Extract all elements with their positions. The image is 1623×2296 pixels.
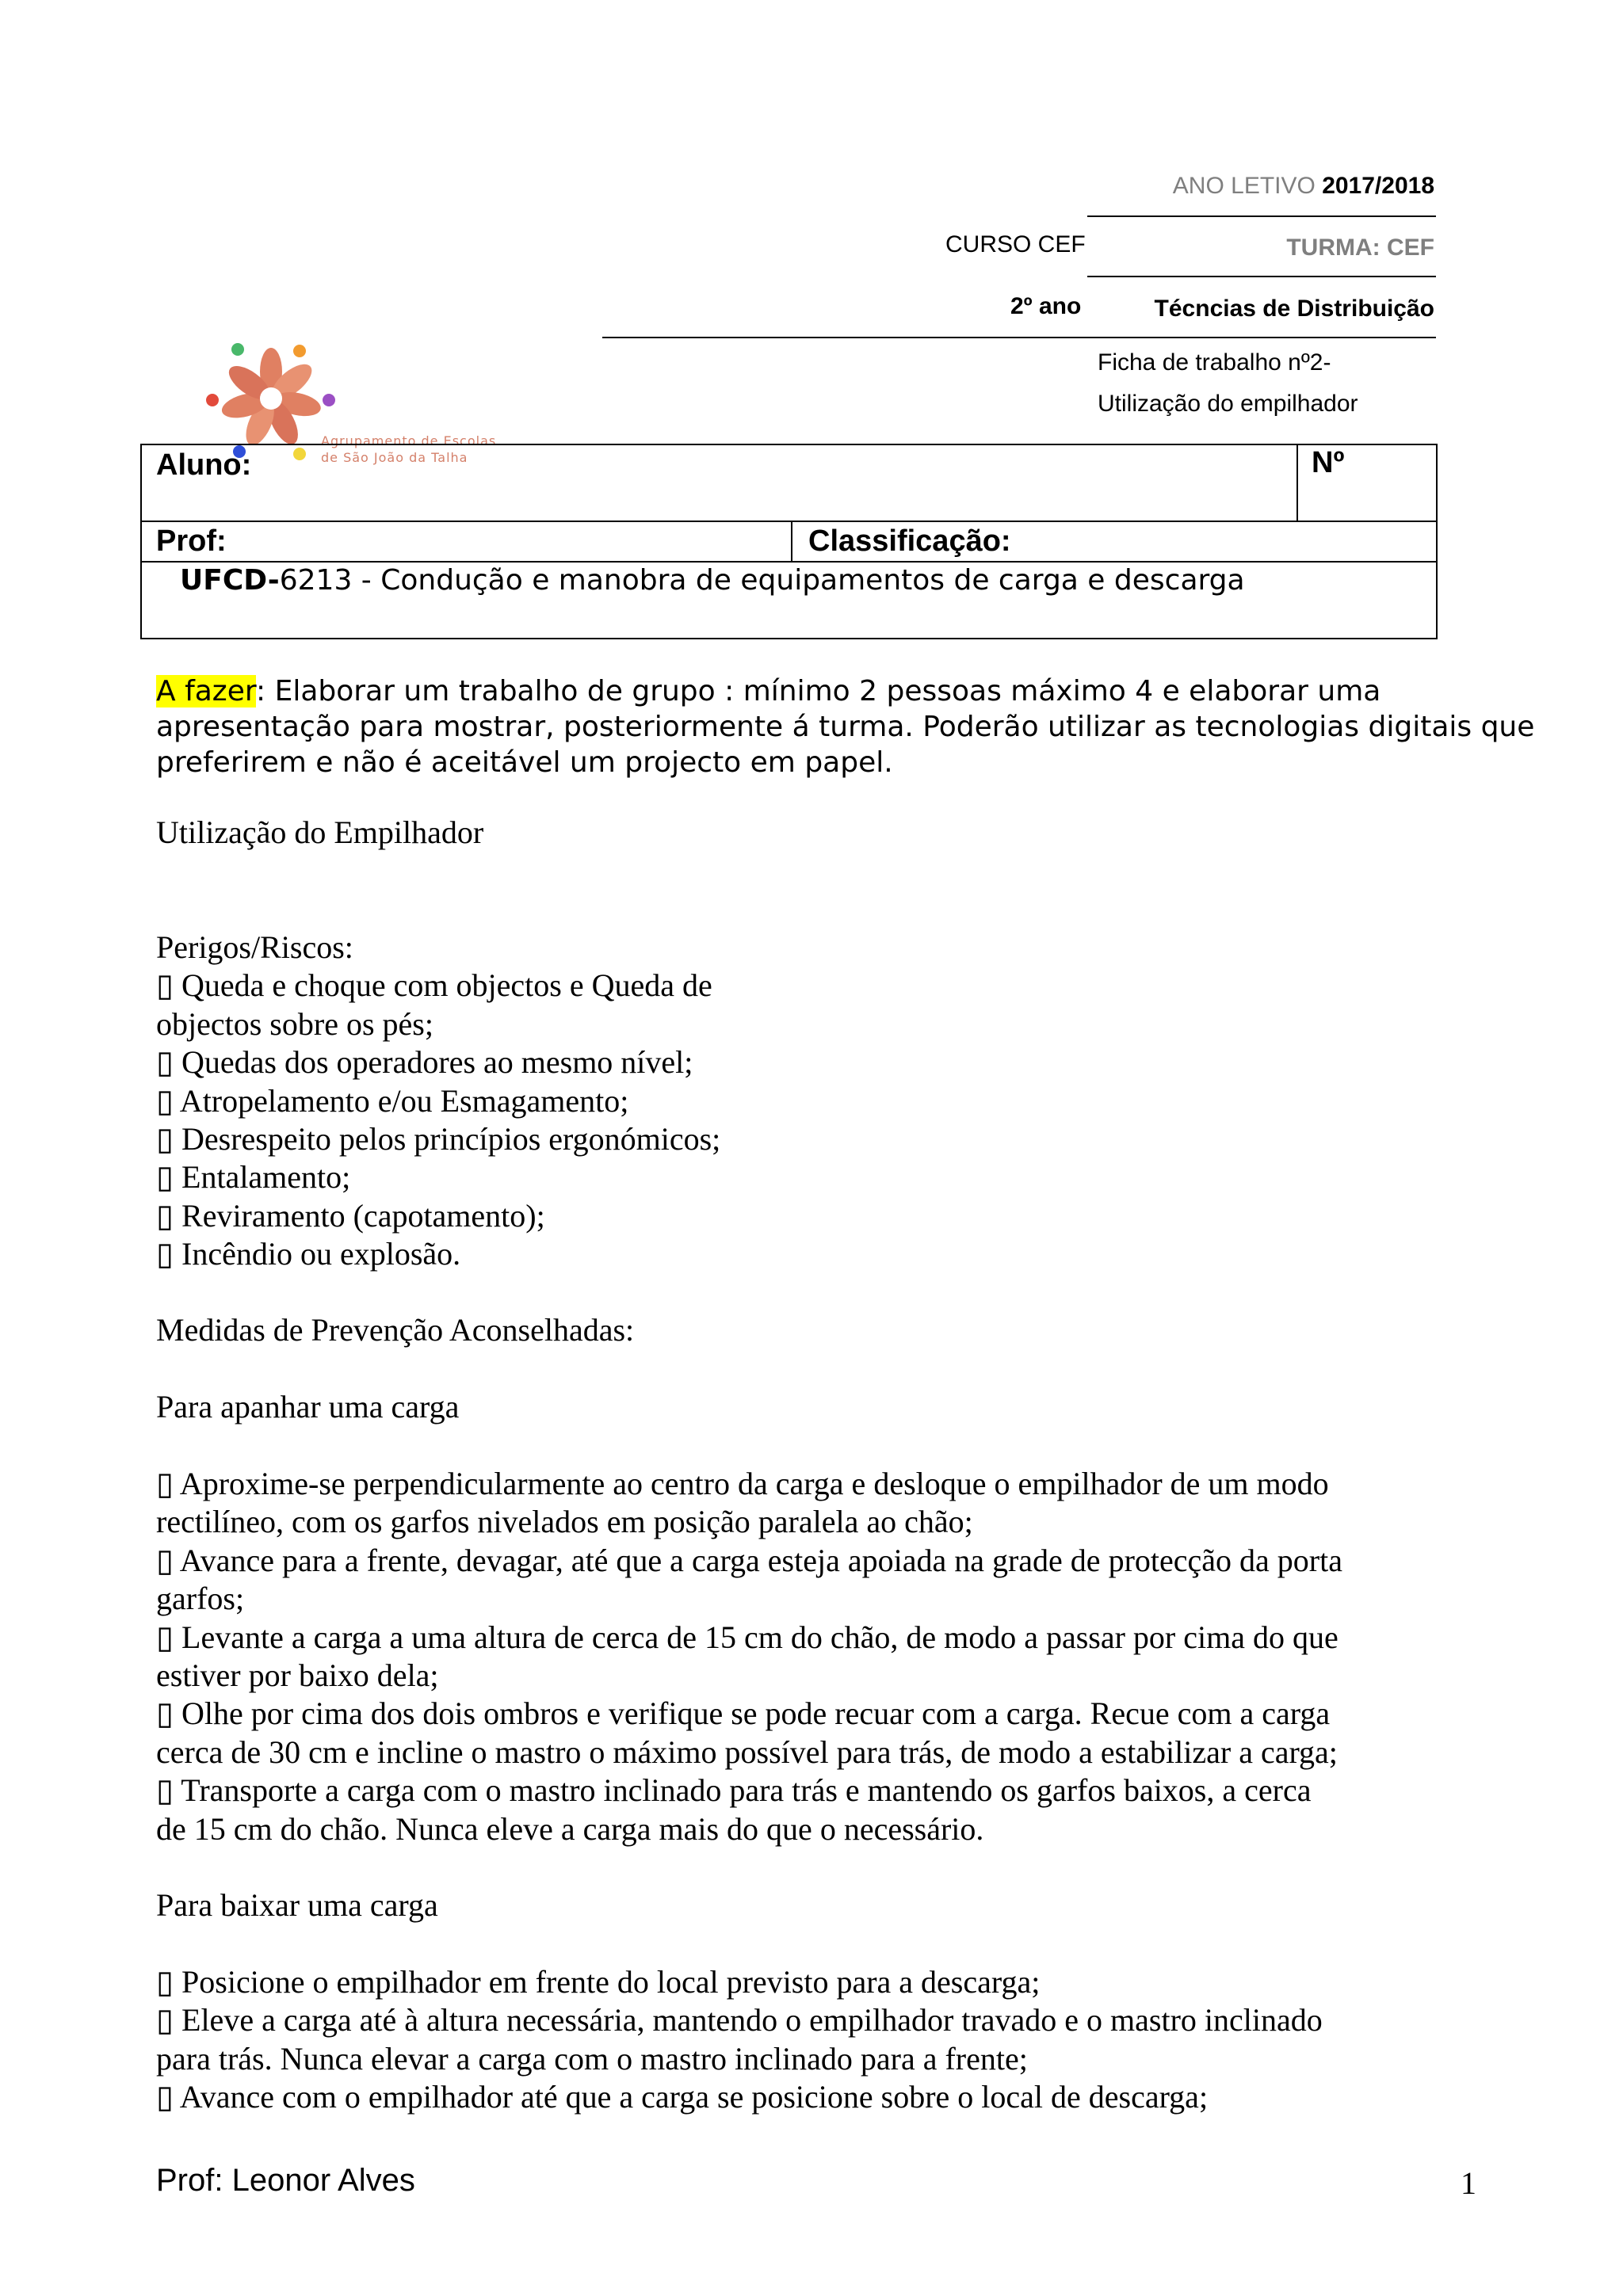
classificacao-label: Classificação: xyxy=(808,524,1011,558)
baixar-line: ▯ Eleve a carga até à altura necessária, mantendo o empilhador travado e o mastro inclinado xyxy=(156,2002,1323,2039)
header-rule-1 xyxy=(1087,215,1436,217)
perigos-item: objectos sobre os pés; xyxy=(156,1005,433,1042)
ufcd-title-text: 6213 - Condução e manobra de equipamentos de carga e descarga xyxy=(279,564,1245,597)
table-row-rule-1 xyxy=(140,521,1438,522)
apanhar-line: rectilíneo, com os garfos nivelados em posição paralela ao chão; xyxy=(156,1504,973,1540)
logo-dot-green xyxy=(231,343,244,356)
ano-label: 2º ano xyxy=(1010,293,1082,319)
header-rule-3 xyxy=(602,337,1436,338)
perigos-item: ▯ Queda e choque com objectos e Queda de xyxy=(156,967,712,1004)
ufcd-code: UFCD- xyxy=(180,564,280,597)
numero-label: Nº xyxy=(1312,446,1345,479)
apanhar-title: Para apanhar uma carga xyxy=(156,1389,460,1425)
logo-dot-red xyxy=(206,394,219,406)
baixar-line: para trás. Nunca elevar a carga com o mastro inclinado para a frente; xyxy=(156,2040,1028,2077)
aluno-label: Aluno: xyxy=(156,448,252,482)
ano-letivo-label: ANO LETIVO xyxy=(1172,173,1316,199)
header-rule-2 xyxy=(1087,276,1436,277)
baixar-title: Para baixar uma carga xyxy=(156,1887,438,1923)
apanhar-line: ▯ Levante a carga a uma altura de cerca de 15 cm do chão, de modo a passar por cima do que xyxy=(156,1619,1338,1655)
logo-dot-orange xyxy=(293,345,306,357)
intro-line-1 xyxy=(156,673,1534,709)
medidas-title: Medidas de Prevenção Aconselhadas: xyxy=(156,1312,635,1348)
apanhar-line: ▯ Transporte a carga com o mastro inclinado para trás e mantendo os garfos baixos, a cerca xyxy=(156,1772,1312,1809)
perigos-item: ▯ Incêndio ou explosão. xyxy=(156,1236,461,1272)
info-table xyxy=(140,444,1438,639)
intro-highlight: A fazer xyxy=(156,675,257,707)
perigos-item: ▯ Quedas dos operadores ao mesmo nível; xyxy=(156,1044,693,1081)
logo-dot-purple xyxy=(323,394,335,406)
prof-label: Prof: xyxy=(156,524,227,558)
perigos-section xyxy=(156,929,720,1274)
apanhar-line: garfos; xyxy=(156,1581,245,1617)
intro-line-3: preferirem e não é aceitável um projecto em papel. xyxy=(156,746,893,779)
table-row-rule-2 xyxy=(140,561,1438,563)
apanhar-line: cerca de 30 cm e incline o mastro o máximo possível para trás, de modo a estabilizar a carga; xyxy=(156,1733,1338,1770)
baixar-section xyxy=(156,1963,1323,2117)
apanhar-section xyxy=(156,1465,1342,1848)
perigos-item: ▯ Atropelamento e/ou Esmagamento; xyxy=(156,1082,629,1119)
baixar-line: ▯ Posicione o empilhador em frente do local previsto para a descarga; xyxy=(156,1964,1041,2000)
table-divider-classificacao xyxy=(791,521,792,562)
footer-author: Prof: Leonor Alves xyxy=(156,2163,415,2198)
apanhar-line: ▯ Aproxime-se perpendicularmente ao centro da carga e desloque o empilhador de um modo xyxy=(156,1466,1329,1501)
apanhar-line: estiver por baixo dela; xyxy=(156,1657,439,1694)
baixar-line: ▯ Avance com o empilhador até que a carga se posicione sobre o local de descarga; xyxy=(156,2079,1209,2115)
ano-letivo-value: 2017/2018 xyxy=(1322,173,1434,199)
perigos-item: ▯ Entalamento; xyxy=(156,1159,351,1196)
ufcd-title xyxy=(180,564,1245,597)
intro-line-2: apresentação para mostrar, posteriormente á turma. Poderão utilizar as tecnologias digitais que xyxy=(156,711,1535,743)
ficha-line2: Utilização do empilhador xyxy=(1098,391,1358,417)
perigos-title: Perigos/Riscos: xyxy=(156,929,353,965)
apanhar-line: de 15 cm do chão. Nunca eleve a carga mais do que o necessário. xyxy=(156,1810,984,1847)
turma-label: TURMA: CEF xyxy=(1286,235,1434,261)
intro-paragraph xyxy=(156,673,1534,780)
logo-text-line1: Agrupamento de Escolas xyxy=(321,433,497,448)
ficha-line1: Ficha de trabalho nº2- xyxy=(1098,349,1331,376)
table-divider-numero xyxy=(1296,444,1298,521)
logo-petals xyxy=(220,348,323,449)
apanhar-line: ▯ Olhe por cima dos dois ombros e verifique se pode recuar com a carga. Recue com a carga xyxy=(156,1695,1331,1732)
apanhar-line: ▯ Avance para a frente, devagar, até que a carga esteja apoiada na grade de protecção da porta xyxy=(156,1542,1342,1578)
perigos-item: ▯ Desrespeito pelos princípios ergonómicos; xyxy=(156,1121,721,1158)
disciplina-label: Técncias de Distribuição xyxy=(1154,296,1434,322)
logo-text-line2: de São João da Talha xyxy=(321,450,468,465)
page-number: 1 xyxy=(1461,2165,1476,2201)
section-title: Utilização do Empilhador xyxy=(156,814,484,850)
curso-label: CURSO CEF xyxy=(945,231,1086,257)
intro-line1-rest: : Elaborar um trabalho de grupo : mínimo 2 pessoas máximo 4 e elaborar uma xyxy=(256,675,1381,707)
ano-letivo xyxy=(1173,173,1434,200)
perigos-item: ▯ Reviramento (capotamento); xyxy=(156,1197,545,1234)
